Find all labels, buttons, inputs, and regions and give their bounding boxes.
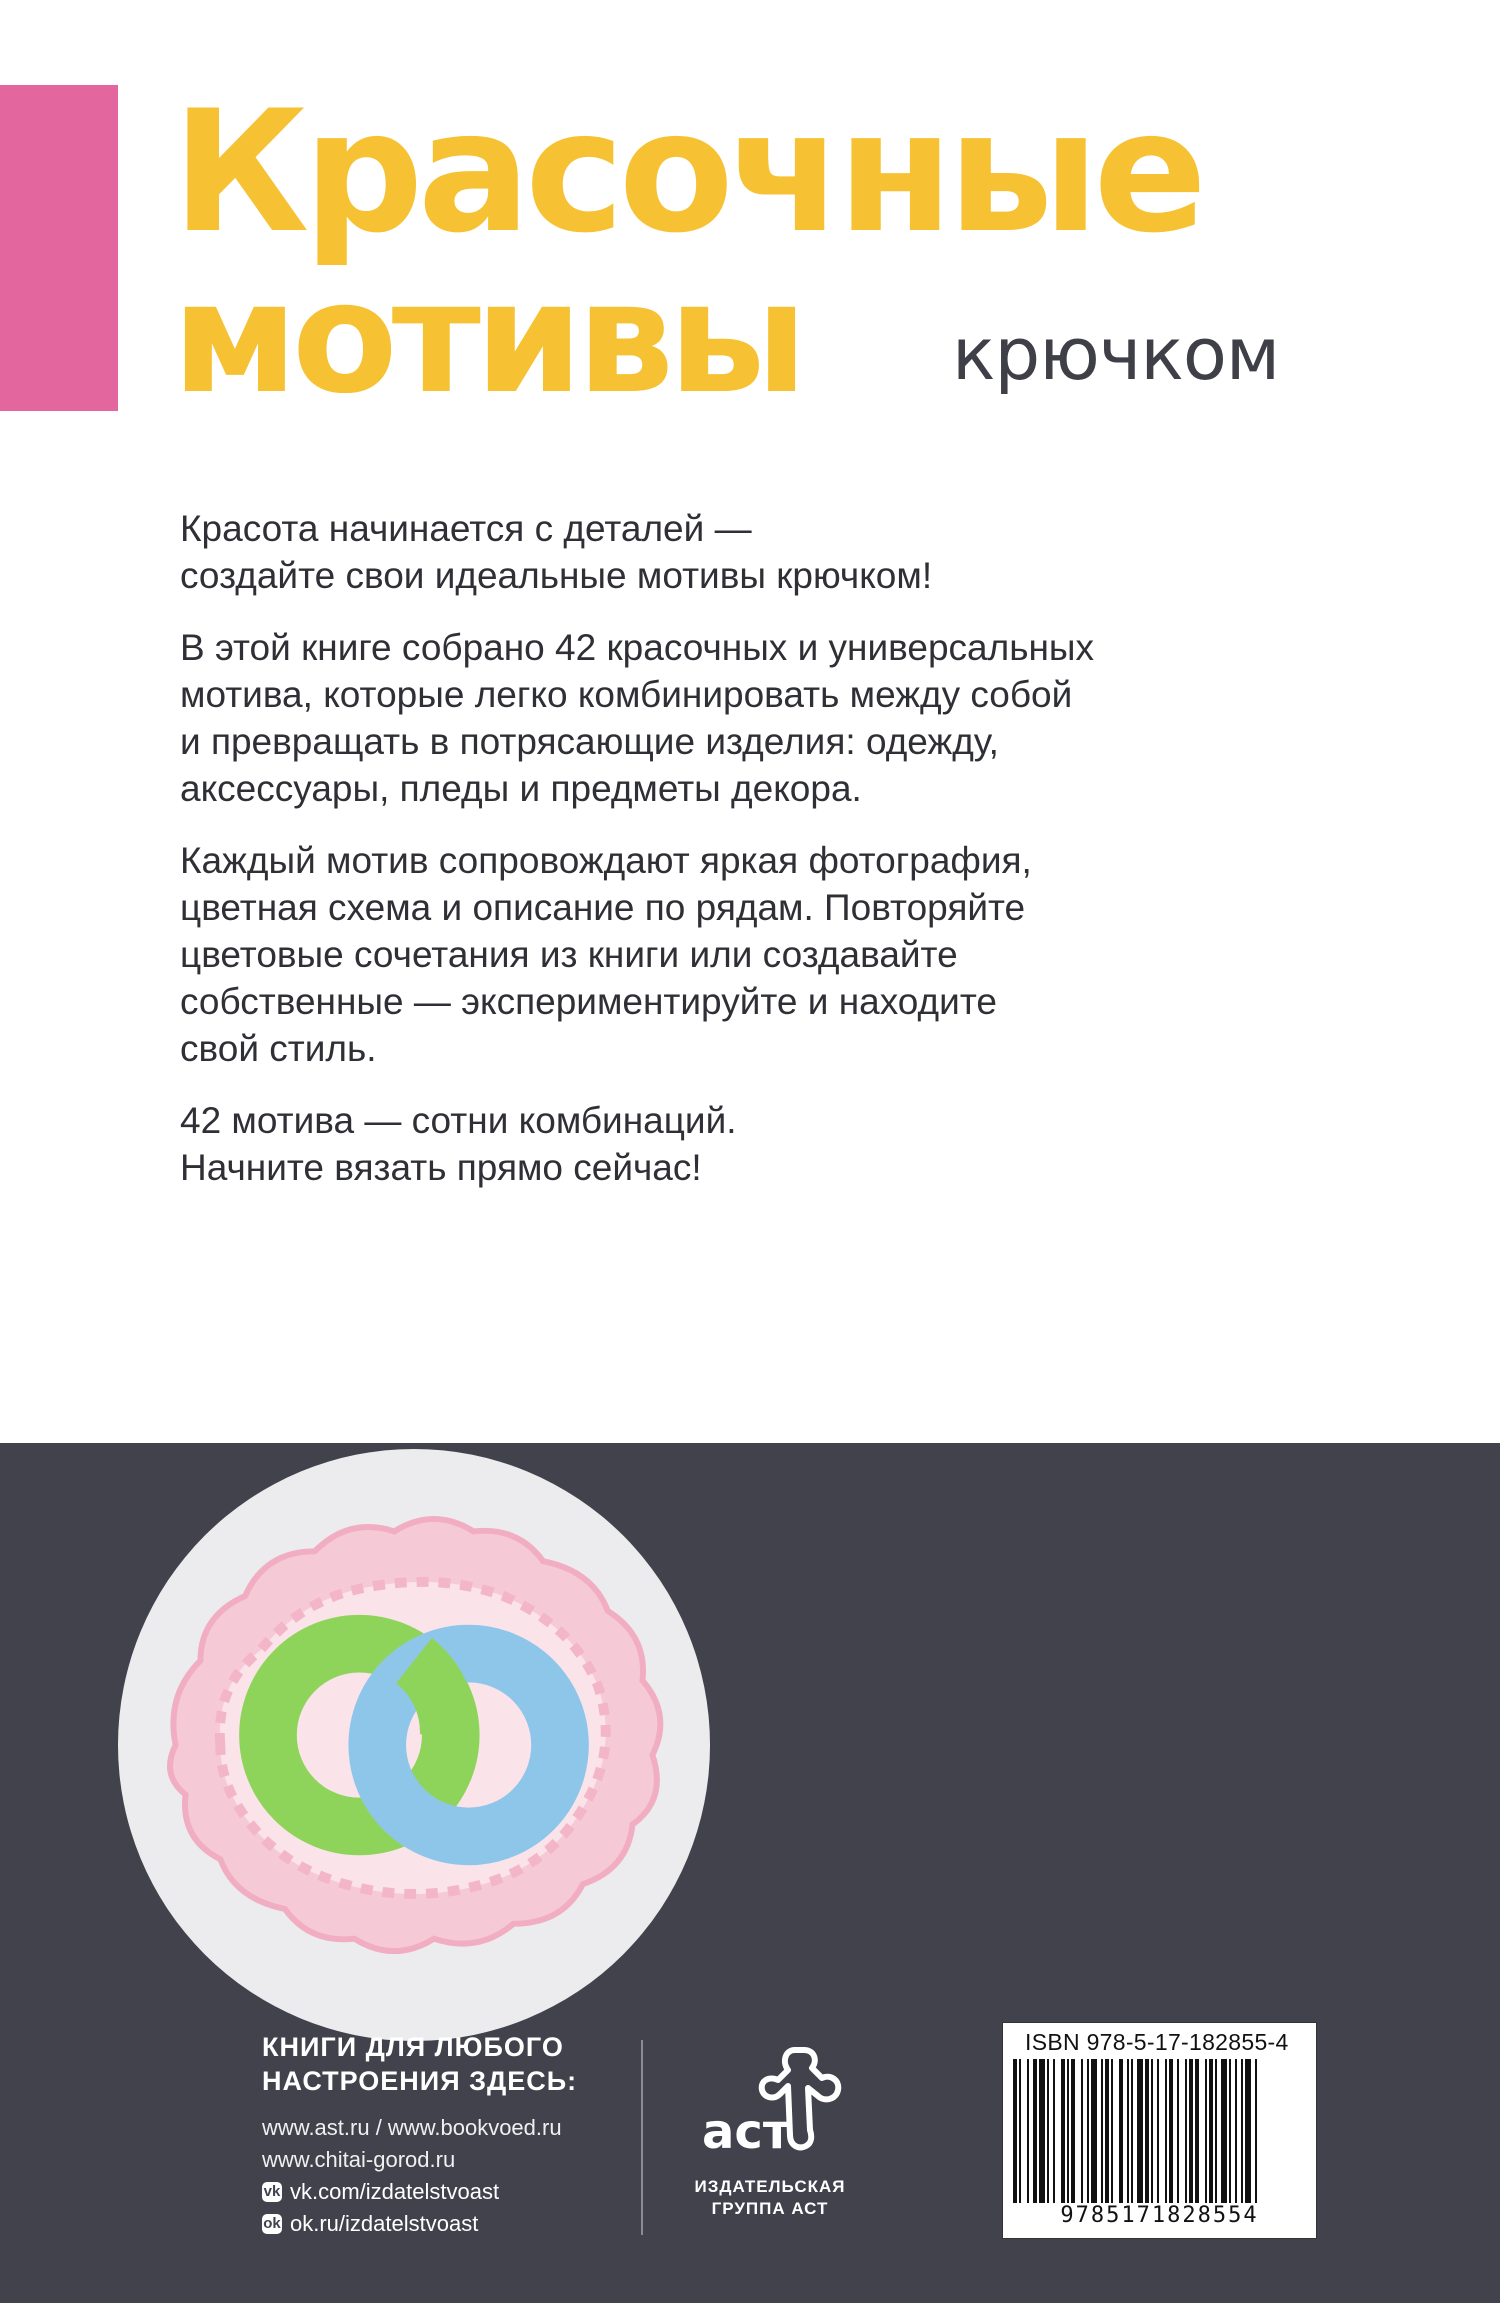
pink-accent-bar	[0, 85, 118, 411]
barcode-bars	[1013, 2059, 1306, 2203]
barcode-box	[1002, 2022, 1317, 2239]
publisher-caption: ИЗДАТЕЛЬСКАЯ ГРУППА АСТ	[694, 2177, 846, 2218]
description-paragraph-4: 42 мотива — сотни комбинаций. Начните вязать прямо сейчас!	[180, 1100, 737, 1188]
social-ok-text: ok.ru/izdatelstvoast	[290, 2211, 479, 2236]
vertical-divider	[641, 2040, 643, 2235]
title-line-2: мотивы	[172, 249, 802, 428]
description-paragraph-1: Красота начинается с деталей — создайте свои идеальные мотивы крючком!	[180, 508, 933, 596]
publisher-logo-block	[680, 2040, 860, 2230]
ast-logo-icon	[690, 2040, 850, 2170]
promo-heading: КНИГИ ДЛЯ ЛЮБОГО НАСТРОЕНИЯ ЗДЕСЬ:	[262, 2032, 578, 2096]
social-ok[interactable]	[262, 2208, 577, 2240]
crochet-motif-photo	[116, 1447, 712, 2043]
ast-logo-text: аст	[702, 2104, 791, 2160]
ok-icon: ok	[263, 2215, 281, 2232]
promo-block	[262, 2030, 577, 2240]
barcode-digits: 9785171828554	[1060, 2203, 1259, 2228]
isbn-text: ISBN 978-5-17-182855-4	[1025, 2029, 1289, 2055]
vk-icon: vk	[263, 2183, 281, 2200]
description-block	[180, 505, 1180, 1216]
description-paragraph-2: В этой книге собрано 42 красочных и универсальных мотива, которые легко комбинировать между собой и превращать в потрясающие изделия: одежду, аксессуары, пледы и предметы декора.	[180, 627, 1094, 809]
social-vk-text: vk.com/izdatelstvoast	[290, 2179, 500, 2204]
description-paragraph-3: Каждый мотив сопровождают яркая фотография, цветная схема и описание по рядам. Повторяйте цветовые сочетания из книги или создавайте собственные — экспериментируйте и находите свой стиль.	[180, 840, 1032, 1069]
title-line-1: Красочные	[172, 74, 1202, 270]
subtitle: крючком	[952, 312, 1280, 396]
social-vk[interactable]	[262, 2176, 577, 2208]
promo-link-1[interactable]: www.ast.ru / www.bookvoed.ru	[262, 2115, 562, 2140]
promo-link-2[interactable]: www.chitai-gorod.ru	[262, 2147, 456, 2172]
